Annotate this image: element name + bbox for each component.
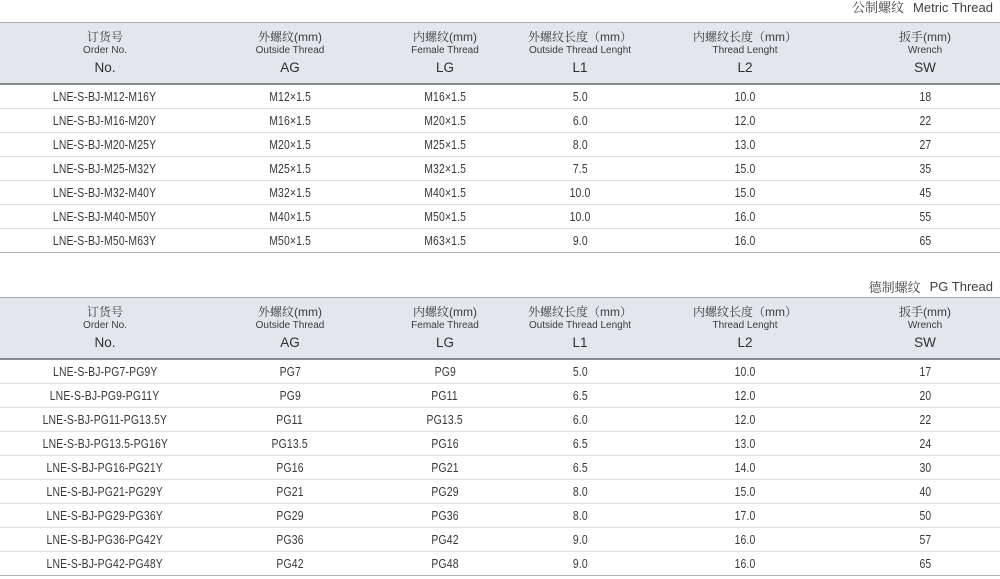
header-female-thread-en: Female Thread — [411, 45, 479, 57]
female-thread-cell: PG42 — [431, 532, 459, 547]
table-row — [0, 432, 1000, 456]
thread-length-cell: 16.0 — [734, 209, 756, 224]
table-header-row — [0, 22, 1000, 85]
female-thread-cell: M20×1.5 — [424, 113, 466, 128]
wrench-cell: 35 — [919, 161, 931, 176]
header-thread-length-en: Thread Lenght — [712, 320, 778, 332]
outside-thread-cell: M16×1.5 — [269, 113, 311, 128]
female-thread-cell: PG9 — [434, 364, 456, 379]
female-thread-cell: M25×1.5 — [424, 137, 466, 152]
pg-thread-table — [0, 297, 1000, 576]
wrench-cell: 45 — [919, 185, 931, 200]
header-wrench-code: SW — [914, 60, 936, 76]
thread-length-cell: 17.0 — [734, 508, 756, 523]
header-outside-thread-length-zh: 外螺纹长度（mm） — [528, 30, 632, 45]
section-title-metric-en: Metric Thread — [913, 0, 993, 15]
table-row — [0, 205, 1000, 229]
wrench-cell: 22 — [919, 113, 931, 128]
header-wrench — [850, 306, 1000, 350]
header-thread-length-code: L2 — [737, 60, 753, 76]
wrench-cell: 22 — [919, 412, 931, 427]
thread-length-cell: 12.0 — [734, 113, 756, 128]
outside-thread-length-cell: 6.5 — [572, 460, 588, 475]
wrench-cell: 27 — [919, 137, 931, 152]
section-title-pg-zh: 德制螺纹 — [868, 279, 921, 295]
header-order-no-code: No. — [94, 60, 116, 76]
wrench-cell: 65 — [919, 556, 931, 571]
header-order-no — [0, 306, 210, 350]
outside-thread-length-cell: 9.0 — [572, 532, 588, 547]
outside-thread-cell: PG42 — [276, 556, 304, 571]
outside-thread-cell: PG16 — [276, 460, 304, 475]
table-header-row — [0, 297, 1000, 360]
order-no-cell: LNE-S-BJ-M50-M63Y — [53, 233, 157, 248]
section-gap — [0, 253, 1000, 275]
header-female-thread — [370, 306, 520, 350]
female-thread-cell: PG29 — [431, 484, 459, 499]
header-outside-thread — [210, 306, 370, 350]
outside-thread-cell: PG11 — [276, 412, 304, 427]
table-row — [0, 157, 1000, 181]
outside-thread-length-cell: 10.0 — [569, 185, 591, 200]
wrench-cell: 65 — [919, 233, 931, 248]
table-row — [0, 528, 1000, 552]
outside-thread-length-cell: 6.5 — [572, 436, 588, 451]
table-row — [0, 480, 1000, 504]
thread-length-cell: 15.0 — [734, 185, 756, 200]
order-no-cell: LNE-S-BJ-PG36-PG42Y — [46, 532, 164, 547]
metric-thread-section — [0, 0, 1000, 253]
table-row — [0, 360, 1000, 384]
section-title-metric — [0, 0, 1000, 22]
header-outside-thread-length — [520, 306, 640, 350]
female-thread-cell: PG11 — [431, 388, 459, 403]
header-thread-length-zh: 内螺纹长度（mm） — [693, 305, 797, 320]
thread-length-cell: 15.0 — [734, 161, 756, 176]
table-row — [0, 456, 1000, 480]
header-order-no-en: Order No. — [83, 45, 127, 57]
outside-thread-length-cell: 8.0 — [572, 484, 588, 499]
table-body — [0, 360, 1000, 576]
header-outside-thread — [210, 31, 370, 75]
order-no-cell: LNE-S-BJ-PG9-PG11Y — [50, 388, 160, 403]
outside-thread-length-cell: 6.0 — [572, 412, 588, 427]
thread-length-cell: 10.0 — [734, 89, 756, 104]
header-outside-thread-en: Outside Thread — [255, 320, 325, 332]
table-row — [0, 181, 1000, 205]
wrench-cell: 18 — [919, 89, 931, 104]
female-thread-cell: PG36 — [431, 508, 459, 523]
thread-length-cell: 15.0 — [734, 484, 756, 499]
header-outside-thread-zh: 外螺纹(mm) — [258, 30, 322, 45]
order-no-cell: LNE-S-BJ-PG21-PG29Y — [46, 484, 164, 499]
order-no-cell: LNE-S-BJ-M32-M40Y — [53, 185, 157, 200]
outside-thread-length-cell: 8.0 — [572, 508, 588, 523]
outside-thread-length-cell: 6.0 — [572, 113, 588, 128]
header-order-no — [0, 31, 210, 75]
thread-length-cell: 16.0 — [734, 233, 756, 248]
header-order-no-code: No. — [94, 335, 116, 351]
header-outside-thread-code: AG — [280, 60, 300, 76]
header-outside-thread-length — [520, 31, 640, 75]
header-thread-length — [640, 306, 850, 350]
wrench-cell: 55 — [919, 209, 931, 224]
header-order-no-en: Order No. — [83, 320, 127, 332]
outside-thread-cell: M40×1.5 — [269, 209, 311, 224]
header-thread-length-zh: 内螺纹长度（mm） — [693, 30, 797, 45]
header-wrench-zh: 扳手(mm) — [899, 30, 951, 45]
metric-thread-table — [0, 22, 1000, 253]
outside-thread-length-cell: 8.0 — [572, 137, 588, 152]
order-no-cell: LNE-S-BJ-PG42-PG48Y — [46, 556, 164, 571]
header-female-thread-zh: 内螺纹(mm) — [413, 30, 477, 45]
order-no-cell: LNE-S-BJ-PG16-PG21Y — [46, 460, 164, 475]
header-wrench-en: Wrench — [907, 45, 943, 57]
wrench-cell: 20 — [919, 388, 931, 403]
female-thread-cell: M63×1.5 — [424, 233, 466, 248]
female-thread-cell: M32×1.5 — [424, 161, 466, 176]
header-wrench-en: Wrench — [907, 320, 943, 332]
order-no-cell: LNE-S-BJ-M25-M32Y — [53, 161, 157, 176]
outside-thread-length-cell: 7.5 — [572, 161, 588, 176]
wrench-cell: 40 — [919, 484, 931, 499]
order-no-cell: LNE-S-BJ-PG7-PG9Y — [52, 364, 158, 379]
section-title-metric-zh: 公制螺纹 — [852, 0, 905, 15]
header-thread-length — [640, 31, 850, 75]
order-no-cell: LNE-S-BJ-M20-M25Y — [53, 137, 157, 152]
order-no-cell: LNE-S-BJ-PG11-PG13.5Y — [42, 412, 168, 427]
header-female-thread-code: LG — [435, 335, 454, 351]
table-row — [0, 109, 1000, 133]
header-outside-thread-en: Outside Thread — [255, 45, 325, 57]
table-row — [0, 408, 1000, 432]
outside-thread-cell: PG36 — [276, 532, 304, 547]
wrench-cell: 57 — [919, 532, 931, 547]
female-thread-cell: M16×1.5 — [424, 89, 466, 104]
table-row — [0, 229, 1000, 253]
female-thread-cell: PG16 — [431, 436, 459, 451]
table-row — [0, 552, 1000, 576]
header-outside-thread-code: AG — [280, 335, 300, 351]
outside-thread-length-cell: 9.0 — [572, 233, 588, 248]
thread-length-cell: 10.0 — [734, 364, 756, 379]
header-thread-length-code: L2 — [737, 335, 753, 351]
header-outside-thread-length-en: Outside Thread Lenght — [528, 45, 632, 57]
header-order-no-zh: 订货号 — [86, 305, 123, 320]
female-thread-cell: PG13.5 — [426, 412, 464, 427]
order-no-cell: LNE-S-BJ-M16-M20Y — [53, 113, 157, 128]
thread-length-cell: 12.0 — [734, 412, 756, 427]
wrench-cell: 50 — [919, 508, 931, 523]
pg-thread-section — [0, 275, 1000, 576]
order-no-cell: LNE-S-BJ-M12-M16Y — [53, 89, 157, 104]
outside-thread-cell: M50×1.5 — [269, 233, 311, 248]
thread-length-cell: 16.0 — [734, 532, 756, 547]
header-female-thread — [370, 31, 520, 75]
female-thread-cell: M40×1.5 — [424, 185, 466, 200]
header-wrench-code: SW — [914, 335, 936, 351]
section-title-pg-en: PG Thread — [929, 278, 993, 294]
thread-length-cell: 16.0 — [734, 556, 756, 571]
section-title-pg — [0, 275, 1000, 297]
header-outside-thread-length-code: L1 — [572, 335, 588, 351]
wrench-cell: 30 — [919, 460, 931, 475]
outside-thread-cell: M32×1.5 — [269, 185, 311, 200]
outside-thread-length-cell: 9.0 — [572, 556, 588, 571]
outside-thread-cell: PG29 — [276, 508, 304, 523]
order-no-cell: LNE-S-BJ-PG13.5-PG16Y — [42, 436, 168, 451]
header-outside-thread-zh: 外螺纹(mm) — [258, 305, 322, 320]
female-thread-cell: M50×1.5 — [424, 209, 466, 224]
outside-thread-cell: PG9 — [279, 388, 301, 403]
table-row — [0, 384, 1000, 408]
outside-thread-cell: M20×1.5 — [269, 137, 311, 152]
outside-thread-cell: M25×1.5 — [269, 161, 311, 176]
outside-thread-cell: PG7 — [279, 364, 301, 379]
header-order-no-zh: 订货号 — [86, 30, 123, 45]
female-thread-cell: PG48 — [431, 556, 459, 571]
thread-length-cell: 14.0 — [734, 460, 756, 475]
header-female-thread-code: LG — [435, 60, 454, 76]
header-thread-length-en: Thread Lenght — [712, 45, 778, 57]
thread-length-cell: 12.0 — [734, 388, 756, 403]
header-wrench-zh: 扳手(mm) — [899, 305, 951, 320]
table-row — [0, 504, 1000, 528]
wrench-cell: 24 — [919, 436, 931, 451]
outside-thread-length-cell: 5.0 — [572, 364, 588, 379]
header-outside-thread-length-en: Outside Thread Lenght — [528, 320, 632, 332]
outside-thread-length-cell: 6.5 — [572, 388, 588, 403]
outside-thread-length-cell: 5.0 — [572, 89, 588, 104]
outside-thread-length-cell: 10.0 — [569, 209, 591, 224]
table-body — [0, 85, 1000, 253]
table-row — [0, 85, 1000, 109]
header-wrench — [850, 31, 1000, 75]
order-no-cell: LNE-S-BJ-M40-M50Y — [53, 209, 157, 224]
order-no-cell: LNE-S-BJ-PG29-PG36Y — [46, 508, 164, 523]
outside-thread-cell: PG21 — [276, 484, 304, 499]
outside-thread-cell: M12×1.5 — [269, 89, 311, 104]
header-outside-thread-length-code: L1 — [572, 60, 588, 76]
thread-length-cell: 13.0 — [734, 436, 756, 451]
outside-thread-cell: PG13.5 — [271, 436, 309, 451]
table-row — [0, 133, 1000, 157]
thread-length-cell: 13.0 — [734, 137, 756, 152]
female-thread-cell: PG21 — [431, 460, 459, 475]
header-female-thread-zh: 内螺纹(mm) — [413, 305, 477, 320]
header-female-thread-en: Female Thread — [411, 320, 479, 332]
header-outside-thread-length-zh: 外螺纹长度（mm） — [528, 305, 632, 320]
wrench-cell: 17 — [919, 364, 931, 379]
